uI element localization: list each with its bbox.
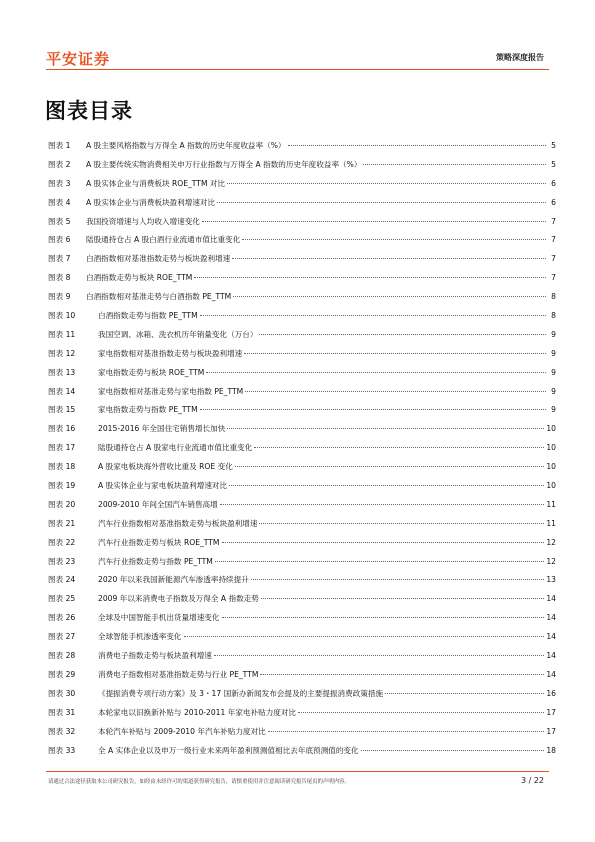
toc-entry-number: 图表 28 (48, 651, 76, 661)
toc-entry[interactable] (48, 364, 556, 383)
toc-entry[interactable] (48, 250, 556, 269)
toc-dot-leader (202, 216, 546, 222)
toc-dot-leader (229, 480, 544, 486)
toc-dot-leader (235, 461, 545, 467)
toc-dot-leader (227, 178, 546, 184)
toc-entry[interactable] (48, 213, 556, 232)
toc-entry[interactable] (48, 647, 556, 666)
toc-entry-title: 汽车行业指数相对基准指数走势与板块盈利增速 (98, 518, 258, 528)
toc-dot-leader (200, 404, 546, 410)
toc-entry-title: 全 A 实体企业以及申万一级行业未来两年盈利预测值相比去年底预测值的变化 (98, 745, 359, 755)
toc-entry[interactable] (48, 420, 556, 439)
toc-entry-page: 10 (546, 462, 556, 472)
toc-entry-number: 图表 1 (48, 141, 71, 150)
toc-dot-leader (206, 367, 546, 373)
toc-entry[interactable] (48, 401, 556, 420)
toc-entry-number: 图表 23 (48, 556, 76, 566)
toc-entry[interactable] (48, 571, 556, 590)
ping-an-securities-logo: 平安证券 (46, 50, 111, 68)
toc-entry-page: 14 (546, 651, 556, 661)
toc-entry[interactable] (48, 231, 556, 250)
toc-entry[interactable] (48, 534, 556, 553)
toc-entry-number: 图表 13 (48, 367, 76, 377)
toc-entry-page: 8 (551, 311, 556, 321)
toc-entry-title: 我国空调、冰箱、洗衣机历年销量变化（万台） (98, 329, 258, 339)
toc-entry-number: 图表 3 (48, 178, 71, 188)
toc-dot-leader (222, 612, 545, 618)
page-number: 3 / 22 (520, 776, 544, 785)
toc-entry-title: 全球智能手机渗透率变化 (98, 632, 182, 642)
toc-entry-page: 6 (551, 178, 556, 188)
toc-entry[interactable] (48, 288, 556, 307)
toc-entry-number: 图表 14 (48, 386, 76, 396)
toc-entry-title: 我国投资增速与人均收入增速变化 (86, 216, 200, 226)
toc-entry-number: 图表 4 (48, 197, 71, 207)
toc-entry[interactable] (48, 628, 556, 647)
toc-entry-title: 家电指数相对基准指数走势与板块盈利增速 (98, 348, 243, 358)
toc-entry-title: 本轮家电以旧换新补贴与 2010-2011 年家电补贴力度对比 (98, 707, 297, 717)
toc-dot-leader (184, 631, 545, 637)
toc-entry-number: 图表 2 (48, 159, 71, 169)
toc-entry[interactable] (48, 553, 556, 572)
toc-entry-page: 8 (551, 292, 556, 302)
toc-entry[interactable] (48, 175, 556, 194)
toc-entry[interactable] (48, 345, 556, 364)
header-divider (46, 69, 549, 70)
toc-dot-leader (385, 688, 544, 694)
toc-entry-title: 白酒指数相对基准指数走势与板块盈利增速 (86, 254, 231, 264)
toc-dot-leader (259, 329, 546, 335)
toc-dot-leader (245, 386, 546, 392)
toc-dot-leader (233, 291, 546, 297)
toc-dot-leader (214, 650, 544, 656)
toc-dot-leader (242, 234, 546, 240)
toc-entry[interactable] (48, 666, 556, 685)
toc-entry[interactable] (48, 326, 556, 345)
toc-entry-number: 图表 8 (48, 273, 71, 283)
toc-entry[interactable] (48, 269, 556, 288)
toc-entry-page: 7 (551, 254, 556, 264)
footer-disclaimer: 请通过合法途径获取本公司研究报告，如经由未经许可的渠道获得研究报告，请慎重使用并注意阅读研究报告尾页的声明内容。 (48, 779, 350, 785)
toc-entry-title: 家电指数相对基准走势与家电指数 PE_TTM (98, 386, 244, 396)
toc-dot-leader (260, 669, 544, 675)
toc-entry-page: 9 (551, 348, 556, 358)
toc-entry[interactable] (48, 194, 556, 213)
toc-entry-title: 白酒指数走势与板块 ROE_TTM (86, 273, 193, 283)
toc-entry-page: 5 (551, 159, 556, 169)
toc-entry-page: 11 (546, 499, 556, 509)
toc-entry-title: A 股实体企业与消费板块盈利增速对比 (86, 197, 216, 207)
toc-dot-leader (217, 197, 546, 203)
toc-entry[interactable] (48, 137, 556, 156)
toc-entry-number: 图表 30 (48, 688, 76, 698)
toc-entry-page: 7 (551, 216, 556, 226)
toc-dot-leader (222, 537, 545, 543)
toc-dot-leader (227, 423, 544, 429)
toc-entry-number: 图表 9 (48, 292, 71, 302)
toc-entry-page: 5 (551, 141, 556, 150)
toc-entry-page: 18 (546, 745, 556, 755)
toc-entry-title: A 股实体企业与家电板块盈利增速对比 (98, 481, 228, 491)
toc-dot-leader (288, 140, 547, 146)
toc-dot-leader (200, 310, 546, 316)
toc-entry-page: 9 (551, 405, 556, 415)
toc-dot-leader (194, 272, 546, 278)
toc-entry-title: A 股主要传统实物消费相关申万行业指数与万得全 A 指数的历史年度收益率（%） (86, 159, 362, 169)
toc-entry[interactable] (48, 383, 556, 402)
toc-entry-title: 2020 年以来我国新能源汽车渗透率持续提升 (98, 575, 249, 585)
toc-entry[interactable] (48, 496, 556, 515)
toc-entry-page: 9 (551, 386, 556, 396)
toc-entry-number: 图表 33 (48, 745, 76, 755)
table-of-figures (48, 137, 556, 760)
toc-entry-title: 汽车行业指数走势与板块 ROE_TTM (98, 537, 220, 547)
toc-dot-leader (261, 593, 544, 599)
toc-entry-number: 图表 11 (48, 329, 76, 339)
toc-entry[interactable] (48, 609, 556, 628)
toc-entry[interactable] (48, 307, 556, 326)
toc-entry-number: 图表 26 (48, 613, 76, 623)
toc-entry-number: 图表 15 (48, 405, 76, 415)
toc-entry-number: 图表 22 (48, 537, 76, 547)
toc-entry-page: 10 (546, 481, 556, 491)
toc-entry-page: 13 (546, 575, 556, 585)
toc-entry-number: 图表 27 (48, 632, 76, 642)
toc-entry-page: 14 (546, 613, 556, 623)
toc-entry-number: 图表 32 (48, 726, 76, 736)
toc-entry-number: 图表 17 (48, 443, 76, 453)
toc-entry-page: 10 (546, 443, 556, 453)
toc-entry-title: 陆股通持仓占 A 股家电行业流通市值比重变化 (98, 443, 253, 453)
toc-entry[interactable] (48, 458, 556, 477)
toc-entry-title: 《提振消费专项行动方案》及 3・17 国新办新闻发布会提及的主要提振消费政策措施 (98, 688, 384, 698)
toc-dot-leader (268, 726, 545, 732)
toc-entry[interactable] (48, 515, 556, 534)
toc-entry[interactable] (48, 704, 556, 723)
toc-entry-title: 陆股通持仓占 A 股白酒行业流通市值比重变化 (86, 235, 241, 245)
toc-entry[interactable] (48, 156, 556, 175)
toc-entry[interactable] (48, 685, 556, 704)
toc-entry-title: 白酒指数相对基准走势与白酒指数 PE_TTM (86, 292, 232, 302)
toc-entry-number: 图表 12 (48, 348, 76, 358)
toc-entry-page: 9 (551, 367, 556, 377)
toc-entry-title: 全球及中国智能手机出货量增速变化 (98, 613, 220, 623)
toc-entry-number: 图表 10 (48, 311, 76, 321)
toc-entry[interactable] (48, 723, 556, 742)
toc-entry-number: 图表 5 (48, 216, 71, 226)
toc-entry-page: 17 (546, 726, 556, 736)
toc-entry[interactable] (48, 742, 556, 761)
toc-dot-leader (220, 499, 545, 505)
toc-entry-title: 家电指数走势与板块 ROE_TTM (98, 367, 205, 377)
toc-entry-number: 图表 20 (48, 499, 76, 509)
toc-entry-number: 图表 16 (48, 424, 76, 434)
toc-dot-leader (251, 574, 544, 580)
toc-entry[interactable] (48, 477, 556, 496)
toc-entry-page: 10 (546, 424, 556, 434)
toc-entry-title: 消费电子指数相对基准指数走势与行业 PE_TTM (98, 669, 259, 679)
toc-entry-number: 图表 19 (48, 481, 76, 491)
report-type-label: 策略深度报告 (496, 53, 544, 62)
toc-dot-leader (254, 442, 544, 448)
toc-entry-page: 7 (551, 235, 556, 245)
toc-entry-page: 11 (546, 518, 556, 528)
toc-entry-page: 14 (546, 594, 556, 604)
toc-entry-page: 12 (546, 556, 556, 566)
toc-entry-page: 14 (546, 632, 556, 642)
toc-entry-page: 14 (546, 669, 556, 679)
toc-entry-page: 7 (551, 273, 556, 283)
toc-dot-leader (298, 707, 544, 713)
toc-entry-title: 家电指数走势与指数 PE_TTM (98, 405, 198, 415)
toc-entry-page: 9 (551, 329, 556, 339)
toc-entry-number: 图表 6 (48, 235, 71, 245)
toc-entry-title: A 股主要风格指数与万得全 A 指数的历史年度收益率（%） (86, 141, 286, 150)
toc-dot-leader (259, 518, 544, 524)
toc-dot-leader (244, 348, 546, 354)
toc-entry-number: 图表 21 (48, 518, 76, 528)
toc-entry-number: 图表 24 (48, 575, 76, 585)
toc-entry-title: A 股实体企业与消费板块 ROE_TTM 对比 (86, 178, 226, 188)
toc-entry-page: 6 (551, 197, 556, 207)
toc-entry-number: 图表 31 (48, 707, 76, 717)
toc-dot-leader (232, 253, 546, 259)
toc-entry-number: 图表 25 (48, 594, 76, 604)
toc-entry-number: 图表 29 (48, 669, 76, 679)
toc-entry-number: 图表 18 (48, 462, 76, 472)
toc-entry-page: 17 (546, 707, 556, 717)
toc-dot-leader (363, 159, 546, 165)
footer-divider (46, 771, 549, 772)
toc-entry-number: 图表 7 (48, 254, 71, 264)
toc-dot-leader (215, 556, 545, 562)
toc-entry-title: 消费电子指数走势与板块盈利增速 (98, 651, 212, 661)
toc-entry-title: 汽车行业指数走势与指数 PE_TTM (98, 556, 213, 566)
toc-entry-title: 2009-2010 年间全国汽车销售高增 (98, 499, 218, 509)
toc-entry-title: 2009 年以来消费电子指数及万得全 A 指数走势 (98, 594, 259, 604)
toc-dot-leader (361, 745, 545, 751)
toc-entry-title: 2015-2016 年全国住宅销售增长加快 (98, 424, 226, 434)
toc-entry-title: A 股家电板块海外营收比重及 ROE 变化 (98, 462, 233, 472)
page-title: 图表目录 (45, 99, 133, 123)
toc-entry-page: 16 (546, 688, 556, 698)
toc-entry[interactable] (48, 590, 556, 609)
toc-entry-page: 12 (546, 537, 556, 547)
toc-entry[interactable] (48, 439, 556, 458)
toc-entry-title: 白酒指数走势与指数 PE_TTM (98, 311, 198, 321)
toc-entry-title: 本轮汽车补贴与 2009-2010 年汽车补贴力度对比 (98, 726, 266, 736)
